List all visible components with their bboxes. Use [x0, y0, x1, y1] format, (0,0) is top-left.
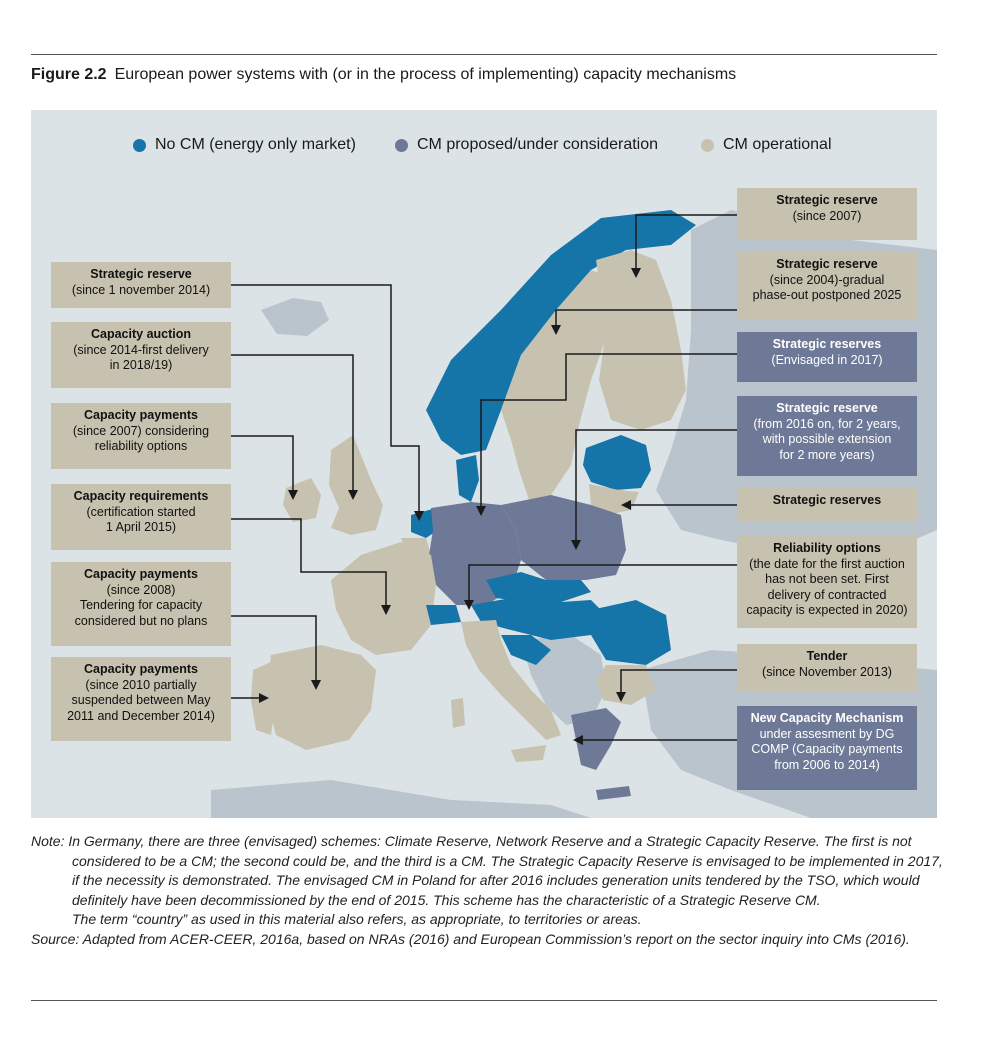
legend-operational — [701, 136, 832, 154]
callout-finland — [737, 188, 917, 240]
callout-lithuania — [737, 488, 917, 522]
source-text: Source: Adapted from ACER-CEER, 2016a, based on NRAs (2016) and European Commission’s report on the sector inquiry into CMs (2016). — [31, 930, 910, 947]
legend-swatch-no-cm — [133, 139, 146, 152]
legend-proposed — [395, 136, 658, 154]
region-united-kingdom — [329, 435, 383, 535]
region-spain — [267, 645, 376, 750]
top-rule — [31, 54, 937, 55]
callout-body: (the date for the first auction has not been set. First delivery of contracted capacity is expected in 2020) — [746, 556, 908, 617]
callout-title: Capacity payments — [84, 408, 198, 422]
figure-title — [31, 66, 736, 84]
callout-portugal — [51, 657, 231, 741]
callout-title: Strategic reserve — [776, 401, 878, 415]
callout-bulgaria — [737, 644, 917, 692]
region-iceland — [261, 298, 329, 336]
callout-italy — [737, 536, 917, 628]
callout-title: Strategic reserve — [776, 193, 878, 207]
region-switzerland — [426, 605, 461, 625]
legend-label: CM operational — [723, 136, 832, 153]
callout-body: under assesment by DG COMP (Capacity payments from 2006 to 2014) — [751, 726, 903, 772]
callout-title: Strategic reserve — [776, 257, 878, 271]
callout-title: Reliability options — [773, 541, 881, 555]
callout-france — [51, 484, 231, 550]
callout-body: (Envisaged in 2017) — [771, 352, 883, 367]
callout-title: New Capacity Mechanism — [750, 711, 904, 725]
callout-body: (certification started 1 April 2015) — [86, 504, 196, 534]
region-finland — [596, 250, 686, 430]
callout-body: (since 2010 partially suspended between May 2011 and December 2014) — [67, 677, 215, 723]
legend-swatch-operational — [701, 139, 714, 152]
region-denmark — [456, 455, 479, 502]
europe-map — [31, 110, 937, 818]
legend-label: No CM (energy only market) — [155, 136, 356, 153]
bottom-rule — [31, 1000, 937, 1001]
callout-title: Strategic reserve — [90, 267, 192, 281]
callout-title: Capacity requirements — [73, 489, 209, 503]
legend-label: CM proposed/under consideration — [417, 136, 659, 153]
callout-body: (since 2007) considering reliability options — [72, 423, 210, 453]
region-north-africa — [211, 780, 591, 818]
callout-title: Strategic reserves — [772, 337, 882, 351]
callout-title: Capacity payments — [84, 662, 198, 676]
callout-germany — [737, 332, 917, 382]
callout-title: Capacity auction — [90, 327, 192, 341]
callout-title: Capacity payments — [84, 567, 198, 581]
figure-caption: European power systems with (or in the process of implementing) capacity mechanisms — [114, 66, 737, 83]
callout-greece — [737, 706, 917, 790]
callout-body: (since November 2013) — [762, 664, 892, 679]
callout-title: Strategic reserves — [772, 493, 882, 507]
region-france — [331, 542, 436, 655]
legend-swatch-proposed — [395, 139, 408, 152]
region-romania — [591, 600, 671, 665]
note-text: Note: In Germany, there are three (envisaged) schemes: Climate Reserve, Network Reserve and a Strategic Capacity Reserve. The first is not considered to be a CM; the second could be, and the third is a CM. The Strategic Capacity Reserve is envisaged to be implemented in 2017, if the necessity is demonstrated. The envisaged CM in Poland for after 2016 includes generation units tendered by the TSO, which would definitely have been decommissioned by the end of 2015. This scheme has the characteristic of a Strategic Reserve CM. — [31, 833, 943, 908]
callout-body: (since 2014-first delivery in 2018/19) — [73, 342, 209, 372]
region-estonia-latvia — [583, 435, 651, 490]
callout-spain — [51, 562, 231, 646]
callout-body: (since 1 november 2014) — [71, 282, 211, 297]
legend-no-cm — [133, 136, 356, 154]
callout-sweden — [737, 252, 917, 320]
region-sardinia — [451, 698, 465, 728]
callout-body: (since 2004)-gradual phase-out postponed 2025 — [752, 272, 902, 302]
region-crete — [596, 786, 631, 800]
note-text-country: The term “country” as used in this material also refers, as appropriate, to territories or areas. — [72, 911, 642, 927]
callout-belgium — [51, 262, 231, 308]
callout-ireland — [51, 403, 231, 469]
region-ireland — [283, 478, 321, 522]
callout-body: (since 2008) Tendering for capacity considered but no plans — [74, 582, 208, 628]
callout-body: (from 2016 on, for 2 years, with possible extension for 2 more years) — [753, 416, 901, 462]
figure-notes — [31, 832, 943, 949]
region-sicily — [511, 745, 546, 762]
callout-title: Tender — [806, 649, 848, 663]
figure-label: Figure 2.2 — [31, 66, 107, 83]
callout-poland — [737, 396, 917, 476]
callout-body: (since 2007) — [792, 208, 862, 223]
callout-united-kingdom — [51, 322, 231, 388]
